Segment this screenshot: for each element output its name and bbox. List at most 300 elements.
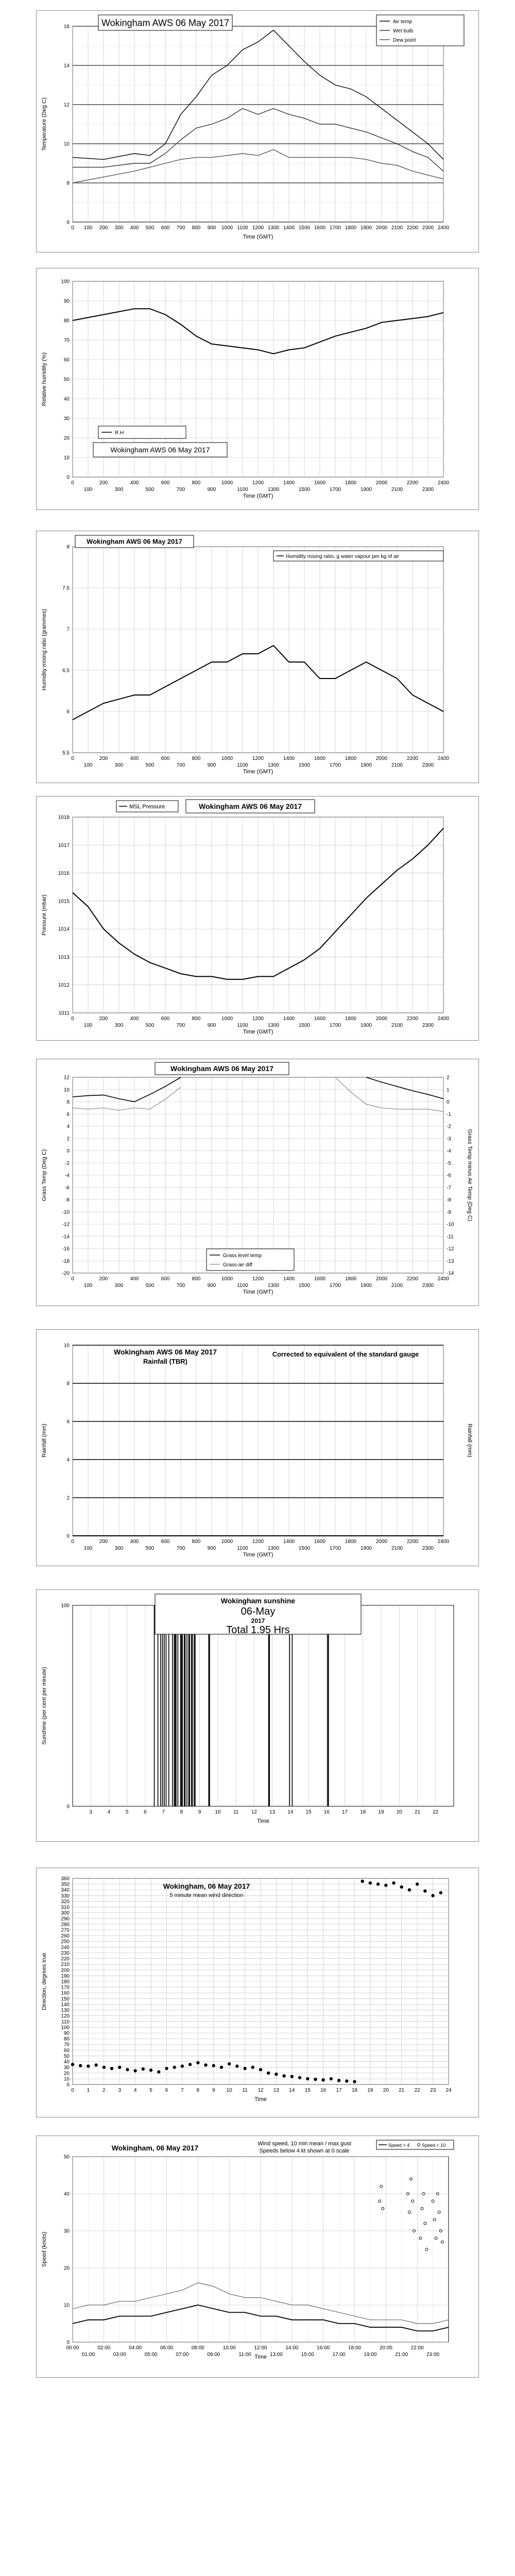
wind-speed-chart-panel [36,2136,479,2378]
y-tick-label: 250 [61,1939,70,1945]
x-tick-label: 1300 [267,1283,280,1289]
x-tick-label: 1500 [298,762,311,768]
y-tick-label: 0 [66,474,70,481]
x-tick-label: 700 [176,762,185,768]
y-tick-label: 20 [63,2071,70,2077]
x-tick-label: 400 [130,756,139,761]
legend-item-0: Grass level temp [223,1253,262,1259]
x-tick-label: 4 [107,1809,111,1815]
x-tick-label: 1500 [298,487,311,493]
x-tick-label: 1900 [360,487,372,493]
y-axis-label: Temperature (Deg C) [41,97,47,151]
wind-direction-point [274,2073,278,2076]
x-tick-label: 18 [360,1809,366,1815]
y-tick-label: 6 [66,1111,70,1117]
x-tick-label: 1700 [329,225,341,231]
y-tick-label: 0 [66,1804,70,1810]
x-tick-label: 11:00 [238,2352,251,2358]
y-tick-label: 210 [61,1962,70,1968]
x-tick-label: 1600 [314,225,326,231]
x-tick-label: 1700 [329,1546,341,1551]
x-axis-label: Time (GMT) [243,769,273,775]
y2-tick-label: -8 [447,1197,451,1203]
x-tick-label: 02:00 [97,2345,111,2351]
x-tick-label: 15 [304,2088,311,2093]
relative-humidity-chart [37,268,479,511]
legend-item-1: Speed < 10 [422,2143,446,2148]
y-tick-label: -4 [65,1173,70,1179]
x-tick-label: 1100 [237,1023,248,1028]
x-tick-label: 8 [196,2088,200,2093]
y-tick-label: 0 [66,2082,70,2088]
y2-tick-label: -10 [447,1222,454,1228]
x-tick-label: 300 [114,225,124,231]
wind-direction-point [361,1879,364,1883]
y-tick-label: 130 [61,2008,70,2014]
chart-title: Wokingham, 06 May 2017 [111,2144,199,2152]
y-tick-label: -16 [62,1246,70,1252]
y-tick-label: -20 [62,1270,70,1277]
x-tick-label: 1300 [267,225,280,231]
x-tick-label: 1500 [298,1546,311,1551]
wind-direction-point [165,2067,168,2070]
y-tick-label: -12 [62,1222,70,1228]
x-tick-label: 0 [71,2088,74,2093]
y-tick-label: 150 [61,1996,70,2002]
wind-direction-point [243,2067,246,2070]
y-tick-label: 10 [63,1087,70,1093]
x-tick-label: 2200 [406,225,419,231]
y-tick-label: 1011 [58,1010,70,1016]
x-tick-label: 2 [102,2088,106,2093]
x-tick-label: 1800 [345,225,357,231]
y-tick-label: 10 [63,2302,70,2309]
x-tick-label: 1400 [283,225,295,231]
wind-direction-point [290,2075,294,2078]
grass-temp-chart-panel [36,1059,479,1306]
wind-direction-point [314,2078,317,2081]
x-tick-label: 1200 [252,1276,264,1282]
x-tick-label: 18:00 [348,2345,362,2351]
x-tick-label: 1200 [252,1539,264,1545]
y-axis-label: Direction, degrees true [41,1953,47,2010]
x-tick-label: 9 [198,1809,201,1815]
x-tick-label: 600 [161,1539,170,1545]
x-tick-label: 700 [176,225,185,231]
y-tick-label: 16 [63,24,70,30]
y-tick-label: 2 [66,1136,70,1142]
y2-tick-label: -3 [447,1136,451,1142]
x-tick-label: 800 [192,1276,201,1282]
x-tick-label: 16 [323,1809,330,1815]
x-tick-label: 0 [71,1276,74,1282]
y2-tick-label: -4 [447,1148,451,1154]
y-tick-label: 90 [63,298,70,304]
wind-direction-point [321,2078,324,2081]
x-tick-label: 700 [176,487,185,493]
y-tick-label: 310 [61,1905,70,1911]
wind-direction-point [423,1889,426,1892]
x-tick-label: 6 [144,1809,147,1815]
y-tick-label: 220 [61,1956,70,1962]
y-tick-label: 50 [63,2053,70,2059]
x-tick-label: 10 [215,1809,221,1815]
y-tick-label: 200 [61,1968,70,1974]
x-tick-label: 800 [192,480,201,486]
humidity-chart-panel [36,268,479,510]
x-tick-label: 10 [226,2088,232,2093]
x-tick-label: 900 [207,762,216,768]
x-tick-label: 2100 [391,487,403,493]
y-tick-label: 1017 [58,842,70,849]
x-tick-label: 1800 [345,1276,357,1282]
y-tick-label: 100 [61,279,70,285]
y2-tick-label: -2 [447,1124,451,1130]
x-tick-label: 07:00 [176,2352,189,2358]
y-tick-label: 1014 [58,926,70,933]
y-tick-label: 190 [61,1973,70,1979]
legend-item-1: Wet bulb [393,28,414,34]
wind-direction-point [157,2070,160,2073]
x-tick-label: 12:00 [254,2345,267,2351]
x-tick-label: 19 [378,1809,384,1815]
x-tick-label: 100 [83,1283,93,1289]
wind-direction-chart-panel [36,1868,479,2117]
y-tick-label: 7 [66,626,70,633]
x-tick-label: 500 [145,1283,154,1289]
legend-item: Humidity mixing ratio, g water vapour per kg of air [286,554,400,560]
x-tick-label: 1300 [267,1023,280,1028]
y-tick-label: 6 [66,219,70,226]
y-tick-label: 100 [61,2025,70,2031]
y-tick-label: 0 [66,2340,70,2346]
x-tick-label: 1800 [345,756,357,761]
wind-direction-point [102,2065,106,2069]
x-tick-label: 0 [71,480,74,486]
y-tick-label: 20 [63,2265,70,2272]
x-tick-label: 2400 [437,1276,450,1282]
wind-direction-point [306,2077,309,2080]
x-tick-label: 900 [207,1283,216,1289]
x-tick-label: 2400 [437,1016,450,1022]
x-tick-label: 2200 [406,1016,419,1022]
y-tick-label: 80 [63,2036,70,2042]
x-tick-label: 8 [180,1809,183,1815]
x-tick-label: 400 [130,1539,139,1545]
y-tick-label: 1016 [58,871,70,877]
x-tick-label: 300 [114,1283,124,1289]
chart-date: 06-May [241,1606,276,1617]
x-tick-label: 200 [99,480,108,486]
x-tick-label: 2000 [375,756,388,761]
chart-note: Corrected to equivalent of the standard gauge [272,1350,419,1358]
x-tick-label: 12 [258,2088,264,2093]
x-tick-label: 6 [165,2088,168,2093]
x-tick-label: 20:00 [379,2345,392,2351]
x-tick-label: 2400 [437,756,450,761]
y-tick-label: 40 [63,2059,70,2065]
x-tick-label: 100 [83,1023,93,1028]
x-tick-label: 05:00 [144,2352,158,2358]
x-tick-label: 200 [99,1276,108,1282]
x-tick-label: 0 [71,1016,74,1022]
y-tick-label: 260 [61,1933,70,1939]
x-tick-label: 22 [433,1809,439,1815]
x-tick-label: 900 [207,1546,216,1551]
chart-note: Speeds below 4 kt shown at 0 scale [259,2148,350,2154]
x-tick-label: 1900 [360,1283,372,1289]
y-tick-label: 160 [61,1990,70,1996]
x-tick-label: 1600 [314,1539,326,1545]
pressure-chart-panel [36,796,479,1041]
x-tick-label: 800 [192,756,201,761]
y-tick-label: 4 [66,1457,70,1463]
y-axis-label: Sunshine (per cent per minute) [41,1667,47,1745]
y-tick-label: 1015 [58,899,70,905]
x-tick-label: 800 [192,1539,201,1545]
x-tick-label: 2100 [391,1546,403,1551]
x-tick-label: 1500 [298,1023,311,1028]
x-tick-label: 1100 [237,487,248,493]
x-tick-label: 3 [89,1809,93,1815]
x-axis-label: Time [254,2096,267,2103]
x-tick-label: 20 [383,2088,389,2093]
x-tick-label: 14 [289,2088,295,2093]
x-tick-label: 600 [161,225,170,231]
y-tick-label: 360 [61,1876,70,1882]
x-tick-label: 17:00 [332,2352,346,2358]
wind-direction-point [400,1885,403,1888]
wind-direction-point [87,2064,90,2067]
sunshine-chart [37,1590,479,1842]
x-tick-label: 1200 [252,756,264,761]
x-tick-label: 1600 [314,1276,326,1282]
x-tick-label: 1400 [283,756,295,761]
y-tick-label: -10 [62,1209,70,1215]
x-tick-label: 0 [71,756,74,761]
x-tick-label: 500 [145,1546,154,1551]
x-axis-label: Time (GMT) [243,493,273,499]
x-tick-label: 1800 [345,480,357,486]
x-tick-label: 600 [161,480,170,486]
x-tick-label: 300 [114,1546,124,1551]
x-tick-label: 1200 [252,480,264,486]
x-tick-label: 1000 [221,1276,233,1282]
y-tick-label: 0 [66,1148,70,1154]
x-tick-label: 1700 [329,487,341,493]
wind-direction-point [235,2064,238,2067]
x-tick-label: 1400 [283,1276,295,1282]
x-tick-label: 1600 [314,1016,326,1022]
x-tick-label: 900 [207,487,216,493]
wind-direction-point [149,2069,152,2072]
x-tick-label: 0 [71,225,74,231]
chart-title: Wokingham AWS 06 May 2017 [87,537,182,546]
x-tick-label: 1400 [283,1016,295,1022]
grass-temp-chart [37,1059,479,1307]
y-tick-label: 10 [63,2076,70,2082]
x-tick-label: 00:00 [66,2345,79,2351]
x-tick-label: 5 [125,1809,129,1815]
chart-title: Wokingham AWS 06 May 2017 [101,18,230,28]
x-tick-label: 1600 [314,756,326,761]
wind-direction-point [71,2063,74,2066]
x-tick-label: 5 [149,2088,152,2093]
rainfall-chart [37,1330,479,1567]
y-tick-label: 270 [61,1927,70,1934]
wind-direction-point [259,2068,262,2071]
chart-subtitle: Rainfall (TBR) [143,1358,187,1365]
x-tick-label: 2300 [422,225,434,231]
x-tick-label: 10:00 [222,2345,236,2351]
y-tick-label: -8 [65,1197,70,1203]
legend-item-0: Air temp [393,19,413,25]
x-axis-label: Time [254,2354,267,2360]
y2-tick-label: 1 [447,1087,450,1093]
x-tick-label: 1500 [298,225,311,231]
y-tick-label: -6 [65,1185,70,1191]
chart-title: Wokingham AWS 06 May 2017 [114,1348,217,1356]
x-tick-label: 1900 [360,1023,372,1028]
x-axis-label: Time (GMT) [243,234,273,240]
y-tick-label: -18 [62,1258,70,1264]
x-tick-label: 400 [130,1276,139,1282]
y-tick-label: 60 [63,2047,70,2054]
y-tick-label: 2 [66,1495,70,1501]
x-tick-label: 2000 [375,1276,388,1282]
x-tick-label: 11 [233,1809,239,1815]
x-tick-label: 2300 [422,762,434,768]
y2-tick-label: -7 [447,1185,451,1191]
x-tick-label: 13 [269,1809,276,1815]
x-tick-label: 04:00 [129,2345,142,2351]
x-tick-label: 22:00 [410,2345,424,2351]
wind-direction-point [126,2068,129,2071]
wind-direction-point [392,1882,395,1885]
x-tick-label: 2100 [391,762,403,768]
x-tick-label: 1300 [267,487,280,493]
x-tick-label: 1700 [329,762,341,768]
wind-direction-point [118,2065,121,2069]
x-tick-label: 1000 [221,225,233,231]
y2-tick-label: -12 [447,1246,454,1252]
x-tick-label: 100 [83,487,93,493]
x-tick-label: 700 [176,1283,185,1289]
y-tick-label: 8 [66,1099,70,1105]
x-tick-label: 200 [99,1539,108,1545]
wind-direction-point [431,1894,434,1897]
x-tick-label: 12 [251,1809,257,1815]
x-tick-label: 2000 [375,225,388,231]
x-tick-label: 1100 [237,1546,248,1551]
y-tick-label: 80 [63,318,70,324]
y-tick-label: 1018 [58,815,70,821]
y-tick-label: 30 [63,2065,70,2071]
x-axis-label: Time [256,1818,270,1824]
wind-direction-point [196,2061,199,2064]
x-tick-label: 06:00 [160,2345,174,2351]
y-tick-label: 12 [63,102,70,108]
x-tick-label: 900 [207,1023,216,1028]
wind-direction-point [416,1883,419,1886]
x-tick-label: 400 [130,1016,139,1022]
y-tick-label: 12 [63,1075,70,1081]
y-axis-label: Relative humidity (%) [41,352,47,406]
wind-direction-point [376,1883,380,1886]
x-tick-label: 1100 [237,1283,248,1289]
y-tick-label: 14 [63,63,70,69]
wind-direction-point [212,2064,215,2067]
x-tick-label: 1600 [314,480,326,486]
x-tick-label: 2100 [391,1023,403,1028]
x-tick-label: 1400 [283,480,295,486]
y-tick-label: 40 [63,2191,70,2197]
x-tick-label: 1900 [360,1546,372,1551]
wind-direction-point [267,2072,270,2075]
x-tick-label: 2400 [437,1539,450,1545]
x-tick-label: 2300 [422,1023,434,1028]
x-axis-label: Time (GMT) [243,1029,273,1035]
x-tick-label: 1000 [221,1539,233,1545]
x-tick-label: 2400 [437,480,450,486]
wind-direction-point [228,2062,231,2065]
y-tick-label: 230 [61,1950,70,1956]
x-tick-label: 2000 [375,1016,388,1022]
chart-subtitle: 5 minute mean wind direction [169,1892,244,1899]
y-tick-label: 30 [63,2228,70,2234]
y-tick-label: -2 [65,1160,70,1166]
x-tick-label: 15:00 [301,2352,314,2358]
y-tick-label: 320 [61,1899,70,1905]
x-tick-label: 1700 [329,1283,341,1289]
y2-tick-label: -11 [447,1234,454,1240]
y-tick-label: 140 [61,2002,70,2008]
x-tick-label: 22 [414,2088,420,2093]
x-tick-label: 2100 [391,1283,403,1289]
y2-tick-label: 2 [447,1075,450,1081]
x-tick-label: 16 [320,2088,327,2093]
x-tick-label: 2200 [406,1276,419,1282]
x-tick-label: 2200 [406,756,419,761]
x-tick-label: 9 [212,2088,215,2093]
wind-direction-point [133,2069,136,2072]
x-tick-label: 13:00 [269,2352,283,2358]
y-axis-label: Humidity mixing ratio (grammes) [41,608,47,691]
x-tick-label: 09:00 [207,2352,220,2358]
x-tick-label: 200 [99,1016,108,1022]
chart-title: Wokingham AWS 06 May 2017 [199,802,302,810]
y-tick-label: 50 [63,2154,70,2160]
x-tick-label: 500 [145,762,154,768]
pressure-chart [37,796,479,1041]
x-tick-label: 13 [273,2088,279,2093]
mixing-ratio-chart [37,531,479,784]
x-tick-label: 1000 [221,756,233,761]
legend-item-2: Dew point [393,38,416,43]
wind-direction-point [330,2077,333,2080]
y2-tick-label: -14 [447,1270,454,1277]
temperature-chart [37,11,479,253]
x-tick-label: 19 [367,2088,373,2093]
x-tick-label: 14:00 [285,2345,299,2351]
x-tick-label: 1400 [283,1539,295,1545]
x-tick-label: 400 [130,480,139,486]
x-tick-label: 100 [83,1546,93,1551]
legend-item-1: Grass-air diff [223,1262,253,1268]
y-tick-label: 100 [61,1603,70,1609]
x-tick-label: 1000 [221,1016,233,1022]
y-tick-label: 6 [66,709,70,715]
